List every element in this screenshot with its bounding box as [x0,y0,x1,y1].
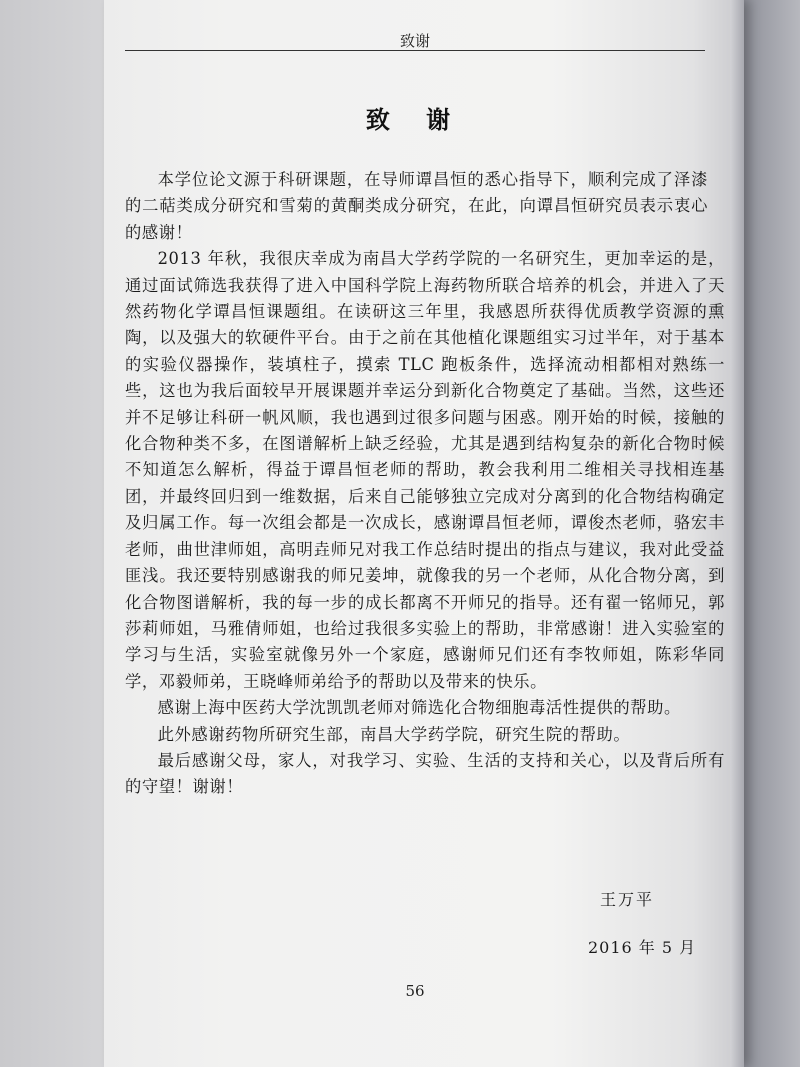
running-head: 致谢 [399,32,430,50]
signature-date: 2016 年 5 月 [588,938,697,957]
paragraph-3: 感谢上海中医药大学沈凯凯老师对筛选化合物细胞毒活性提供的帮助。 [157,698,681,718]
paragraph-4: 此外感谢药物所研究生部，南昌大学药学院，研究生院的帮助。 [157,724,631,744]
paragraph-5: 最后感谢父母，家人，对我学习、实验、生活的支持和关心，以及背后所有的守望！谢谢！ [125,750,725,797]
paragraph-1: 本学位论文源于科研课题，在导师谭昌恒的悉心指导下，顺利完成了泽漆的二萜类成分研究和雪菊的黄酮类成分研究，在此，向谭昌恒研究员表示衷心的感谢！ [125,170,708,242]
author-signature: 王万平 [600,890,655,909]
header-rule [125,50,705,51]
page-edge [730,0,744,1067]
paragraph-2: 2013 年秋，我很庆幸成为南昌大学药学院的一名研究生，更加幸运的是，通过面试筛选我获得了进入中国科学院上海药物所联合培养的机会，并进入了天然药物化学谭昌恒课题组。在读研这三年里，我感恩所获得优质教学资源的熏陶，以及强大的软硬件平台。由于之前在其他植化课题组实习过半年，对于基本的实验仪器操作，装填柱子，摸索 TLC 跑板条件，选择流动相都相对熟练一些，这也为我后面较早开展课题并幸运分到新化合物奠定了基础。当然，这些还并不足够让科研一帆风顺，我也遇到过很多问题与困惑。刚开始的时候，接触的化合物种类不多，在图谱解析上缺乏经验，尤其是遇到结构复杂的新化合物时候不知道怎么解析，得益于谭昌恒老师的帮助，教会我利用二维相关寻找相连基团，并最终回归到一维数据，后来自己能够独立完成对分离到的化合物结构确定及归属工作。每一次组会都是一次成长，感谢谭昌恒老师，谭俊杰老师，骆宏丰老师，曲世津师姐，高明垚师兄对我工作总结时提出的指点与建议，我对此受益匪浅。我还要特别感谢我的师兄姜坤，就像我的另一个老师，从化合物分离，到化合物图谱解析，我的每一步的成长都离不开师兄的指导。还有翟一铭师兄，郭莎莉师姐，马雅倩师姐，也给过我很多实验上的帮助，非常感谢！进入实验室的学习与生活，实验室就像另外一个家庭，感谢师兄们还有李牧师姐，陈彩华同学，邓毅师弟，王晓峰师弟给予的帮助以及带来的快乐。 [125,249,725,691]
page-number: 56 [405,982,425,1000]
page-title: 致 谢 [365,105,465,134]
body-text [125,167,725,801]
